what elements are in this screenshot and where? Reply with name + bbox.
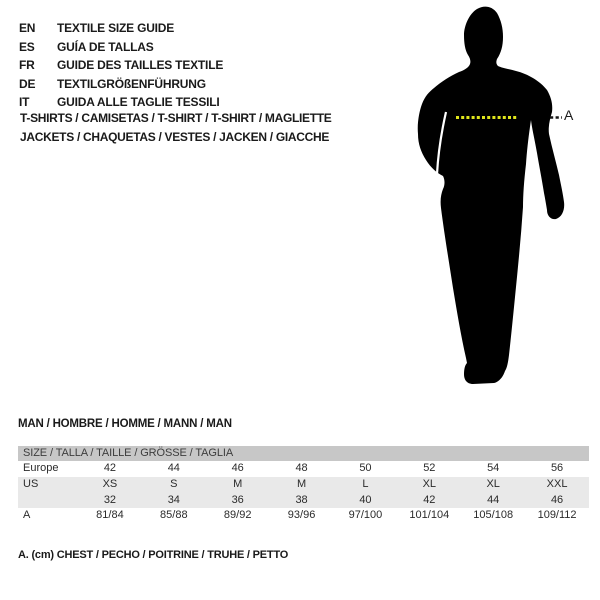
table-cell: 54 xyxy=(487,462,500,474)
table-cell: XL xyxy=(486,477,500,490)
size-table-header: SIZE / TALLA / TAILLE / GRÖSSE / TAGLIA xyxy=(18,446,589,461)
language-code: FR xyxy=(19,58,35,72)
measure-label-a: A xyxy=(564,107,574,123)
section-title-man: MAN / HOMBRE / HOMME / MANN / MAN xyxy=(18,418,232,430)
table-cell: XS xyxy=(102,477,118,490)
language-name: GUIDE DES TAILLES TEXTILE xyxy=(57,58,224,72)
table-row-label xyxy=(18,493,78,509)
table-cell: 42 xyxy=(103,462,117,474)
language-code: IT xyxy=(19,95,30,109)
table-cell: 93/96 xyxy=(287,509,316,522)
language-name: GUÍA DE TALLAS xyxy=(57,39,154,54)
size-table-rows xyxy=(18,461,589,524)
table-cell: 34 xyxy=(167,493,180,506)
language-code: EN xyxy=(19,21,36,35)
table-cell: 42 xyxy=(423,493,436,506)
table-cell: 46 xyxy=(550,493,564,506)
table-cell: L xyxy=(362,477,369,490)
table-cell: 109/112 xyxy=(537,509,577,522)
table-cell: S xyxy=(170,477,178,490)
table-cell: 32 xyxy=(103,493,117,506)
table-row-label: A xyxy=(23,509,31,522)
table-cell: 36 xyxy=(231,493,244,506)
table-cell: 38 xyxy=(295,493,308,506)
table-row xyxy=(18,508,589,524)
language-name: TEXTILGRÖßENFÜHRUNG xyxy=(57,76,206,91)
measurement-footnote: A. (cm) CHEST / PECHO / POITRINE / TRUHE / PETTO xyxy=(18,549,289,561)
table-row-label: Europe xyxy=(23,462,59,474)
language-name: TEXTILE SIZE GUIDE xyxy=(57,21,175,35)
table-cell: 46 xyxy=(231,462,244,474)
table-cell: 81/84 xyxy=(96,509,124,522)
table-row xyxy=(18,461,589,477)
table-row-label: US xyxy=(23,477,39,490)
table-cell: 105/108 xyxy=(473,509,514,522)
table-cell: M xyxy=(296,477,307,490)
table-cell: 48 xyxy=(295,462,308,474)
table-row xyxy=(18,493,589,509)
table-cell: XXL xyxy=(546,477,568,490)
table-row xyxy=(18,477,589,493)
table-cell: 97/100 xyxy=(348,509,383,522)
table-cell: M xyxy=(233,477,243,490)
man-silhouette-path xyxy=(418,7,564,384)
language-code: ES xyxy=(19,39,35,54)
language-code: DE xyxy=(19,76,36,91)
table-cell: 85/88 xyxy=(160,509,188,522)
table-cell: 50 xyxy=(359,462,372,474)
table-cell: 101/104 xyxy=(409,509,450,522)
table-cell: 89/92 xyxy=(223,509,252,522)
category-jackets: JACKETS / CHAQUETAS / VESTES / JACKEN / GIACCHE xyxy=(20,129,330,144)
table-cell: 52 xyxy=(423,462,436,474)
table-cell: 40 xyxy=(359,493,372,506)
size-table xyxy=(18,446,589,524)
category-tshirts: T-SHIRTS / CAMISETAS / T-SHIRT / T-SHIRT / MAGLIETTE xyxy=(20,111,332,125)
table-cell: XL xyxy=(422,477,437,490)
table-cell: 44 xyxy=(487,493,500,506)
table-cell: 56 xyxy=(550,462,564,474)
table-cell: 44 xyxy=(167,462,180,474)
language-name: GUIDA ALLE TAGLIE TESSILI xyxy=(57,95,220,109)
